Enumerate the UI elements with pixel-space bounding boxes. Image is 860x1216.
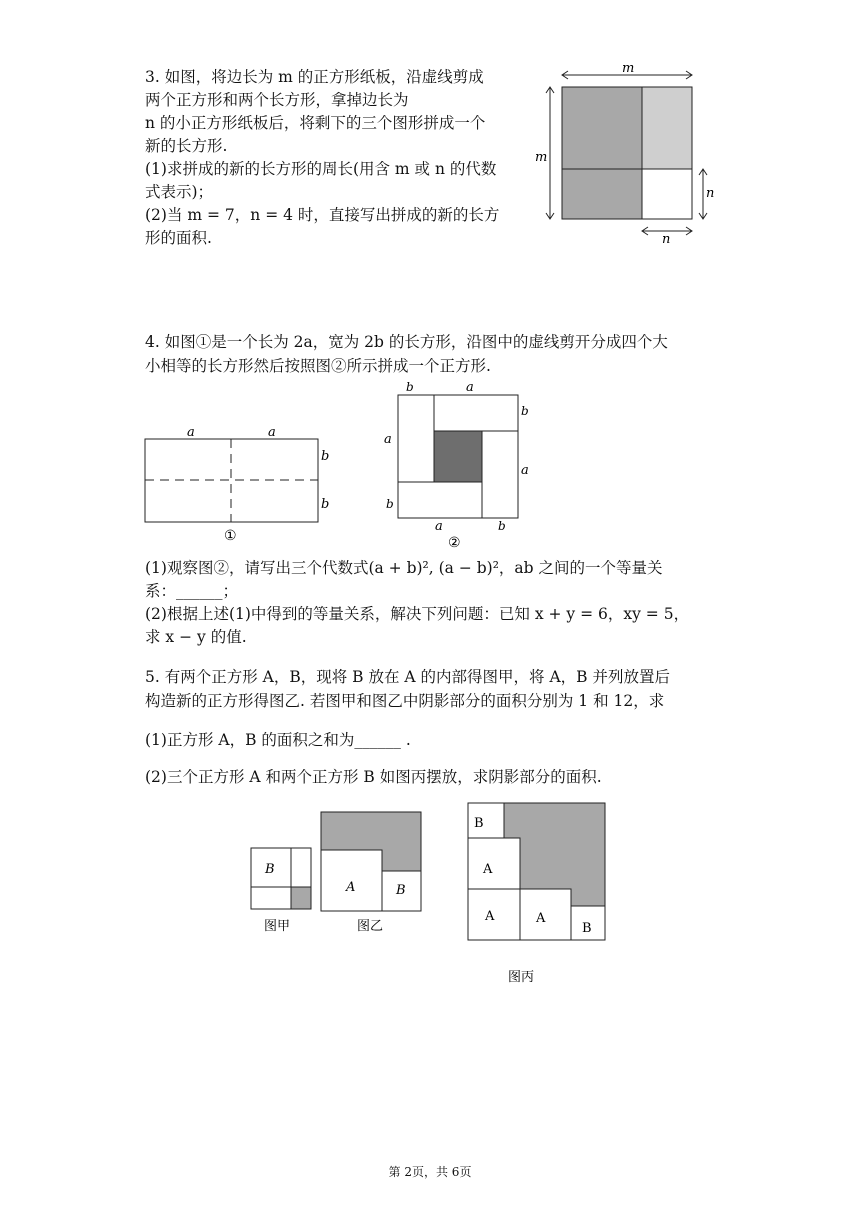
q4-fig2-rect-right bbox=[482, 431, 518, 518]
bing-label-a1: A bbox=[483, 862, 493, 877]
q4-sub-line-4: 求 x − y 的值. bbox=[145, 628, 247, 646]
q3-label-m-top: m bbox=[622, 61, 635, 76]
bing-caption: 图丙 bbox=[508, 970, 535, 985]
q3-bottom-left-rect bbox=[562, 169, 642, 219]
q4-figure-2 bbox=[380, 375, 540, 555]
q4-line-2: 小相等的长方形然后按照图②所示拼成一个正方形. bbox=[145, 357, 491, 375]
jia-caption: 图甲 bbox=[264, 919, 291, 934]
q4-fig2-label-a-bottom: a bbox=[435, 519, 443, 534]
bing-label-a2: A bbox=[485, 909, 495, 924]
q3-top-right-rect bbox=[642, 87, 692, 169]
q4-fig2-rect-top bbox=[434, 395, 518, 431]
bing-label-b2: B bbox=[582, 921, 592, 936]
q3-label-m-left: m bbox=[535, 150, 548, 165]
q4-fig1-rectangle bbox=[145, 439, 318, 522]
q4-fig1-caption: ① bbox=[224, 528, 237, 544]
q3-line-6: 式表示)； bbox=[145, 183, 214, 201]
q4-fig2-label-b-rt: b bbox=[521, 404, 529, 418]
q4-fig2-label-b-br: b bbox=[498, 519, 506, 533]
yi-label-b: B bbox=[396, 883, 406, 898]
bing-label-a3: A bbox=[536, 911, 546, 926]
q4-sub-line-2: 系：______； bbox=[145, 582, 239, 600]
q3-square-figure bbox=[530, 55, 720, 245]
jia-label-b: B bbox=[265, 862, 275, 877]
q3-line-7: (2)当 m = 7，n = 4 时，直接写出拼成的新的长方 bbox=[145, 206, 500, 224]
q3-small-square bbox=[642, 169, 692, 219]
bing-label-b1: B bbox=[474, 816, 484, 831]
q4-fig1-label-b2: b bbox=[321, 497, 330, 512]
q3-line-4: 新的长方形. bbox=[145, 137, 228, 155]
yi-caption: 图乙 bbox=[357, 919, 384, 934]
q4-figure-1 bbox=[135, 420, 345, 550]
q3-label-n-right: n bbox=[706, 186, 715, 201]
q3-label-n-bottom: n bbox=[662, 232, 671, 245]
q4-fig1-label-a1: a bbox=[187, 425, 195, 440]
q3-line-2: 两个正方形和两个长方形，拿掉边长为 bbox=[145, 91, 409, 109]
q4-fig2-label-b-tl: b bbox=[406, 380, 414, 394]
q4-sub-line-3: (2)根据上述(1)中得到的等量关系，解决下列问题：已知 x + y = 6，xy = 5， bbox=[145, 605, 690, 623]
q5-line-1: 5. 有两个正方形 A，B，现将 B 放在 A 的内部得图甲，将 A，B 并列放置后 bbox=[145, 668, 670, 686]
q4-line-1: 4. 如图①是一个长为 2a，宽为 2b 的长方形，沿图中的虚线剪开分成四个大 bbox=[145, 333, 668, 351]
bing-square-a1 bbox=[468, 838, 520, 889]
q5-figure-jia bbox=[245, 840, 320, 940]
jia-shaded-corner bbox=[291, 887, 311, 909]
q3-top-left-square bbox=[562, 87, 642, 169]
q4-fig2-rect-left bbox=[398, 395, 434, 482]
q4-fig2-rect-bottom bbox=[398, 482, 482, 518]
yi-label-a: A bbox=[346, 880, 356, 895]
q4-fig1-label-b1: b bbox=[321, 449, 330, 464]
q3-line-1: 3. 如图，将边长为 m 的正方形纸板，沿虚线剪成 bbox=[145, 68, 484, 86]
q5-figure-yi bbox=[315, 805, 435, 940]
q5-line-3: (1)正方形 A，B 的面积之和为______ . bbox=[145, 731, 411, 749]
q5-line-2: 构造新的正方形得图乙. 若图甲和图乙中阴影部分的面积分别为 1 和 12，求 bbox=[145, 692, 665, 710]
q5-figure-bing bbox=[460, 795, 615, 995]
q4-fig1-label-a2: a bbox=[268, 425, 276, 440]
q3-line-3: n 的小正方形纸板后，将剩下的三个图形拼成一个 bbox=[145, 114, 486, 132]
q4-sub-line-1: (1)观察图②，请写出三个代数式(a + b)², (a − b)²，ab 之间的一个等量关 bbox=[145, 559, 663, 577]
q3-line-8: 形的面积. bbox=[145, 229, 212, 247]
q5-line-4: (2)三个正方形 A 和两个正方形 B 如图丙摆放，求阴影部分的面积. bbox=[145, 768, 602, 786]
q3-line-5: (1)求拼成的新的长方形的周长(用含 m 或 n 的代数 bbox=[145, 160, 497, 178]
page-footer: 第 2页，共 6页 bbox=[388, 1165, 472, 1179]
q4-fig2-center-square bbox=[434, 431, 482, 482]
q4-fig2-caption: ② bbox=[448, 535, 461, 551]
q4-fig2-label-a-right: a bbox=[521, 463, 529, 478]
q4-fig2-label-a-top: a bbox=[466, 380, 474, 395]
q4-fig2-label-b-ll: b bbox=[386, 497, 394, 511]
bing-square-a3 bbox=[520, 889, 571, 940]
q4-fig2-label-a-left: a bbox=[384, 432, 392, 447]
